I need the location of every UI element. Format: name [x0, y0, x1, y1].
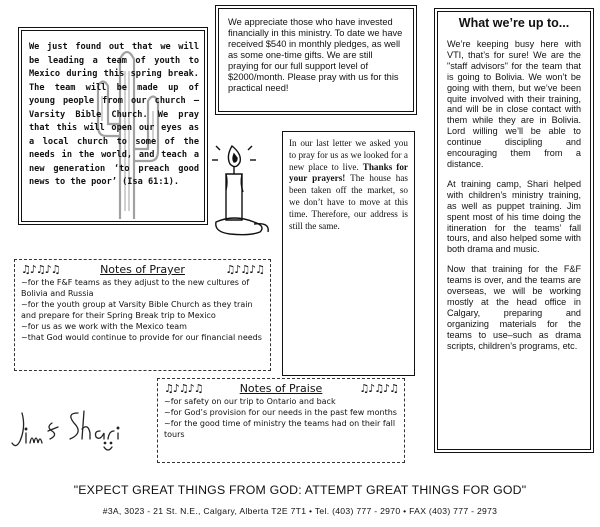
list-item: ~that God would continue to provide for our financial needs: [21, 333, 262, 342]
whats-up-paragraph: At training camp, Shari helped with children’s ministry training, as well as puppet training. Jim spent most of his time doing the itineration for the teams’ fall tours, and also helped some with both drama and music.: [447, 178, 581, 255]
list-item: ~for the good time of ministry the teams had on their fall tours: [164, 419, 396, 439]
candle-icon: [210, 140, 272, 240]
whats-up-box: [434, 8, 594, 453]
list-item: ~for the F&F teams as they adjust to the new cultures of Bolivia and Russia: [21, 278, 250, 298]
music-notes-icon: ♫♪♫♪♫: [359, 382, 398, 395]
motto: "EXPECT GREAT THINGS FROM GOD: ATTEMPT GREAT THINGS FOR GOD": [73, 483, 527, 497]
list-item: ~for God’s provision for our needs in the past few months: [164, 408, 397, 417]
mexico-team-box: [18, 27, 208, 225]
signature-icon: [8, 403, 133, 459]
praise-notes-title: Notes of Praise: [239, 382, 323, 395]
praise-list: [164, 396, 398, 440]
prayer-notes-title: Notes of Prayer: [100, 263, 185, 276]
music-notes-icon: ♫♪♫♪♫: [225, 263, 264, 276]
list-item: ~for us as we work with the Mexico team: [21, 322, 187, 331]
support-text: We appreciate those who have invested financially in this ministry. To date we have received $540 in monthly pledges, as well as some one-time gifts. We are still praying for our full support level of $2000/month. Please pray with us for this practical need!: [228, 17, 403, 93]
prayer-notes-header: [21, 264, 264, 275]
music-notes-icon: ♫♪♫♪♫: [21, 263, 60, 276]
address-line: #3A, 3023 - 21 St. N.E., Calgary, Alberta T2E 7T1 • Tel. (403) 777 - 2970 • FAX (403) 777 - 2973: [102, 506, 498, 516]
housing-update-box: [282, 131, 415, 376]
thanks-text: Thanks for your prayers!: [289, 161, 408, 184]
whats-up-paragraph: We’re keeping busy here with VTI, that’s for sure! We are the "staff advisors" for the team that is going to Bolivia. We won’t be going with them, but we’ve been quite involved with their training, and will be in close contact with them while they are in Bolivia. Lord willing we’ll be able to continue discipling and encouraging them from a distance.: [447, 39, 581, 169]
list-item: ~for the youth group at Varsity Bible Church as they train and prepare for their Spring Break trip to Mexico: [21, 300, 253, 320]
prayer-list: [21, 277, 264, 343]
praise-notes-header: [164, 383, 398, 394]
housing-text: [289, 138, 408, 232]
list-item: ~for safety on our trip to Ontario and back: [164, 397, 336, 406]
praise-notes-box: [157, 378, 405, 463]
housing-text-after: The house has been taken off the market, so we don’t have to move at this time. Therefore, our address is still the same.: [289, 173, 408, 231]
support-box: [215, 5, 417, 115]
mexico-text: We just found out that we will be leading a team of youth to Mexico during this spring break. The team will be made up of young people from our church – Varsity Bible Church. We pray that this will open our eyes as a local church to some of the needs in the world, and teach a new generation ‘to preach good news to the poor’ (Isa 61:1).: [29, 42, 199, 187]
music-notes-icon: ♫♪♫♪♫: [164, 382, 203, 395]
whats-up-title: What we’re up to...: [458, 16, 570, 30]
prayer-notes-box: [14, 259, 271, 371]
housing-text-before: In our last letter we asked you to pray for us as we looked for a new place to live.: [289, 138, 408, 172]
whats-up-paragraph: Now that training for the F&F teams is over, and the teams are overseas, we will be working mostly at the head office in Calgary, preparing and organizing materials for the teams to use–such as drama scripts, children’s programs, etc.: [447, 264, 581, 351]
